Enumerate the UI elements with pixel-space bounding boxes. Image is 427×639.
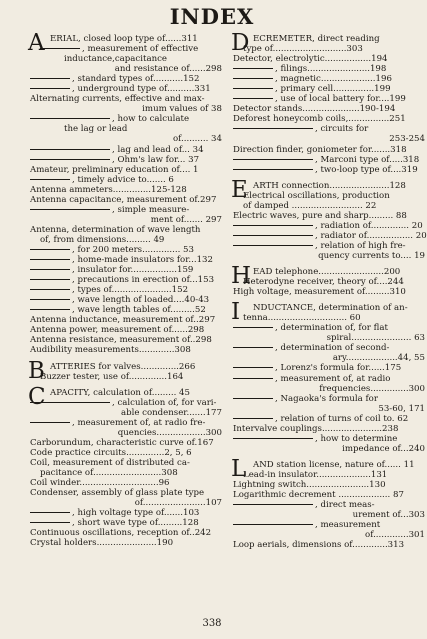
index-entry — [30, 225, 222, 235]
ditto-dash — [233, 398, 273, 399]
index-entry — [233, 134, 425, 144]
ditto-dash — [30, 88, 70, 89]
index-entry — [233, 530, 425, 540]
entry-text: , underground type of..........331 — [72, 84, 211, 95]
entry-text: , types of......................152 — [72, 285, 189, 296]
entry-text: ATTERIES for valves..............266 — [50, 361, 196, 372]
entry-text: ERIAL, closed loop type of......311 — [50, 34, 198, 44]
ditto-dash — [30, 249, 70, 250]
index-entry — [30, 538, 222, 548]
entry-text: Antenna, determination of wave length — [30, 224, 201, 235]
entry-text: of damped .......................... 22 — [243, 200, 377, 211]
entry-text: , filings.......................198 — [275, 64, 387, 75]
page-number: 338 — [202, 618, 222, 629]
ditto-dash — [233, 245, 313, 246]
index-entry — [30, 155, 222, 165]
index-entry — [233, 287, 425, 297]
index-entry — [30, 345, 222, 355]
entry-text: Lightning switch.......................130 — [233, 479, 386, 490]
entry-text: , for 200 meters.............. 53 — [72, 244, 194, 255]
index-entry — [233, 124, 425, 134]
index-entry — [233, 64, 425, 74]
entry-text: Antenna resistance, measurement of..298 — [30, 335, 212, 346]
index-entry — [233, 54, 425, 64]
index-entry — [30, 458, 222, 468]
index-entry — [233, 343, 425, 353]
entry-text: , determination of second- — [275, 343, 390, 354]
entry-text: , use of local battery for....199 — [275, 94, 406, 105]
entry-text: Buzzer tester, use of..............164 — [40, 371, 184, 382]
index-entry — [30, 104, 222, 114]
entry-text: type of...........................303 — [243, 44, 363, 55]
ditto-dash — [30, 402, 110, 403]
index-entry — [30, 528, 222, 538]
index-entry — [233, 241, 425, 251]
ditto-dash — [233, 88, 273, 89]
ditto-dash — [233, 98, 273, 99]
entry-text: , short wave type of.........128 — [72, 518, 199, 529]
entry-text: , measurement of, at radio fre- — [72, 417, 206, 428]
index-entry — [30, 295, 222, 305]
right-column — [231, 30, 427, 551]
index-entry — [30, 205, 222, 215]
entry-text: Intervalve couplings......................238 — [233, 423, 399, 434]
drop-cap: H — [231, 263, 252, 290]
entry-text: able condenser.......177 — [120, 407, 222, 418]
entry-text: , Ohm's law for... 37 — [112, 154, 200, 165]
entry-text: 253-254 — [389, 134, 425, 145]
index-entry — [30, 215, 222, 225]
index-entry — [30, 478, 222, 488]
entry-text: tenna............................. 60 — [243, 313, 361, 324]
ditto-dash — [233, 128, 313, 129]
drop-cap: A — [28, 30, 45, 56]
index-entry — [30, 195, 222, 205]
entry-text: EAD telephone........................200 — [253, 267, 401, 278]
index-entry — [30, 185, 222, 195]
ditto-dash — [30, 512, 70, 513]
entry-text: of.......... 34 — [172, 134, 222, 145]
ditto-dash — [233, 327, 273, 328]
entry-text: pacitance of.........................308 — [40, 467, 178, 478]
index-entry — [30, 408, 222, 418]
entry-text: , lag and lead of... 34 — [112, 144, 204, 155]
entry-text: ary...................44, 55 — [332, 353, 425, 364]
index-entry — [233, 444, 425, 454]
entry-text: frequencies..............300 — [319, 383, 425, 394]
index-entry — [30, 335, 222, 345]
index-entry — [233, 44, 425, 54]
entry-text: Condenser, assembly of glass plate type — [30, 488, 205, 499]
entry-text: Antenna power, measurement of......298 — [30, 325, 205, 336]
entry-text: , simple measure- — [112, 204, 190, 215]
left-column — [28, 30, 222, 549]
ditto-dash — [30, 309, 70, 310]
entry-text: , home-made insulators for...132 — [72, 255, 213, 266]
drop-cap: E — [231, 176, 248, 203]
entry-text: Heterodyne receiver, theory of....244 — [243, 277, 404, 288]
drop-cap: B — [28, 357, 45, 384]
index-entry — [30, 114, 222, 124]
entry-text: High voltage, measurement of.........310 — [233, 287, 406, 298]
entry-text: Amateur, preliminary education of.... 1 — [30, 164, 199, 175]
ditto-dash — [30, 149, 110, 150]
index-entry — [30, 468, 222, 478]
entry-text: , direct meas- — [315, 500, 375, 511]
index-entry — [233, 211, 425, 221]
index-entry — [30, 124, 222, 134]
entry-text: quencies..................300 — [117, 427, 222, 438]
entry-text: Antenna capacitance, measurement of.297 — [30, 194, 217, 205]
index-entry — [233, 374, 425, 384]
entry-text: , relation of high fre- — [315, 240, 406, 251]
entry-text: 53-60, 171 — [378, 403, 425, 414]
index-entry — [30, 54, 222, 64]
entry-text: ARTH connection......................128 — [253, 180, 406, 191]
entry-text: Lead-in insulator....................131 — [243, 469, 388, 480]
index-entry — [30, 74, 222, 84]
entry-text: , how to calculate — [112, 114, 190, 125]
ditto-dash — [233, 78, 273, 79]
entry-text: , circuits for — [315, 124, 369, 135]
entry-text: Electric waves, pure and sharp......... 88 — [233, 210, 407, 221]
index-entry — [233, 500, 425, 510]
index-entry — [30, 94, 222, 104]
entry-text: quency currents to.... 19 — [318, 250, 425, 261]
entry-text: Continuous oscillations, reception of..242 — [30, 528, 212, 539]
ditto-dash — [30, 299, 70, 300]
entry-text: of, from dimensions......... 49 — [40, 234, 165, 245]
index-entry — [233, 510, 425, 520]
entry-text: Carborundum, characteristic curve of.167 — [30, 437, 214, 448]
entry-text: Direction finder, goniometer for.......318 — [233, 144, 407, 155]
index-entry — [30, 64, 222, 74]
ditto-dash — [30, 209, 110, 210]
index-entry — [30, 508, 222, 518]
index-entry — [233, 333, 425, 343]
index-entry — [233, 74, 425, 84]
drop-cap: C — [28, 383, 46, 410]
entry-text: , radiator of................. 20 — [315, 230, 427, 241]
index-entry — [30, 488, 222, 498]
entry-text: Audibility measurements.............308 — [30, 345, 191, 356]
index-entry — [233, 323, 425, 333]
index-entry — [30, 498, 222, 508]
index-entry — [233, 201, 425, 211]
ditto-dash — [233, 225, 313, 226]
index-entry — [30, 518, 222, 528]
entry-text: AND station license, nature of...... 11 — [253, 459, 415, 470]
entry-text: Deforest honeycomb coils,...............251 — [233, 114, 406, 125]
ditto-dash — [30, 179, 70, 180]
ditto-dash — [233, 438, 313, 439]
ditto-dash — [30, 159, 110, 160]
entry-text: , how to determine — [315, 433, 398, 444]
index-entry — [30, 418, 222, 428]
entry-text: imum values of 38 — [142, 104, 222, 115]
entry-text: APACITY, calculation of......... 45 — [50, 387, 190, 398]
ditto-dash — [30, 259, 70, 260]
entry-text: Detector stands.....................190-194 — [233, 104, 396, 115]
entry-text: Antenna ammeters..............125-128 — [30, 184, 187, 195]
index-entry — [30, 84, 222, 94]
ditto-dash — [233, 159, 313, 160]
ditto-dash — [30, 78, 70, 79]
index-entry — [30, 44, 222, 54]
index-entry — [233, 191, 425, 201]
index-entry — [30, 265, 222, 275]
index-entry — [30, 235, 222, 245]
index-entry — [30, 255, 222, 265]
index-entry — [30, 275, 222, 285]
ditto-dash — [40, 48, 80, 49]
entry-text: , Lorenz's formula for......175 — [275, 363, 402, 374]
entry-text: spiral...................... 63 — [326, 333, 425, 344]
entry-text: and resistance of......298 — [114, 64, 222, 75]
entry-text: Electrical oscillations, production — [243, 190, 390, 201]
index-entry — [30, 448, 222, 458]
index-entry — [233, 114, 425, 124]
entry-text: of.......................107 — [134, 498, 222, 509]
entry-text: NDUCTANCE, determination of an- — [253, 303, 408, 314]
index-entry — [233, 394, 425, 404]
entry-text: Detector, electrolytic.................194 — [233, 54, 388, 65]
ditto-dash — [233, 68, 273, 69]
entry-text: Logarithmic decrement ................... 87 — [233, 490, 404, 501]
index-entry — [233, 470, 425, 480]
ditto-dash — [30, 289, 70, 290]
drop-cap: D — [231, 30, 250, 56]
index-entry — [233, 277, 425, 287]
entry-text: , calculation of, for vari- — [112, 397, 217, 408]
index-entry — [30, 315, 222, 325]
entry-text: , determination of, for flat — [275, 323, 388, 334]
entry-text: Crystal holders......................190 — [30, 538, 174, 549]
entry-text: , magnetic....................196 — [275, 74, 392, 85]
drop-cap: L — [231, 455, 247, 482]
index-entry — [233, 104, 425, 114]
entry-text: ment of....... 297 — [150, 214, 222, 225]
entry-text: impedance of...240 — [342, 443, 425, 454]
index-entry — [30, 145, 222, 155]
index-entry — [233, 94, 425, 104]
entry-text: , measurement of, at radio — [275, 373, 391, 384]
entry-text: , high voltage type of.......103 — [72, 508, 200, 519]
entry-text: inductance,capacitance — [64, 54, 168, 65]
entry-text: , measurement of effective — [82, 44, 199, 55]
ditto-dash — [233, 418, 273, 419]
entry-text: Alternating currents, effective and max- — [30, 94, 205, 105]
entry-text: of.............301 — [365, 530, 425, 541]
ditto-dash — [233, 169, 313, 170]
entry-text: Antenna inductance, measurement of..297 — [30, 315, 216, 326]
ditto-dash — [233, 378, 273, 379]
entry-text: , measurement — [315, 520, 381, 531]
entry-text: , insulator for.................159 — [72, 265, 194, 276]
index-entry — [30, 372, 222, 382]
page-title: INDEX — [169, 4, 255, 29]
entry-text: , wave length of loaded....40-43 — [72, 295, 210, 306]
ditto-dash — [30, 269, 70, 270]
ditto-dash — [233, 524, 313, 525]
ditto-dash — [30, 422, 70, 423]
index-entry — [30, 134, 222, 144]
entry-text: , Nagaoka's formula for — [275, 393, 378, 404]
index-entry — [233, 384, 425, 394]
index-entry — [233, 480, 425, 490]
index-entry — [233, 404, 425, 414]
entry-text: , primary cell...............199 — [275, 84, 391, 95]
drop-cap: I — [231, 299, 241, 326]
ditto-dash — [30, 279, 70, 280]
entry-text: Loop aerials, dimensions of.............313 — [233, 540, 405, 551]
index-entry — [30, 398, 222, 408]
entry-text: , Marconi type of.....318 — [315, 154, 420, 165]
index-entry — [233, 414, 425, 424]
entry-text: Code practice circuits..............2, 5, 6 — [30, 447, 192, 458]
index-entry — [30, 285, 222, 295]
entry-text: , wave length tables of.........52 — [72, 305, 206, 316]
entry-text: ECREMETER, direct reading — [253, 34, 380, 44]
index-entry — [233, 231, 425, 241]
index-entry — [233, 313, 425, 323]
ditto-dash — [233, 367, 273, 368]
index-entry — [30, 175, 222, 185]
index-entry — [233, 84, 425, 94]
index-entry — [233, 520, 425, 530]
index-entry — [233, 424, 425, 434]
index-entry — [233, 251, 425, 261]
index-entry — [233, 353, 425, 363]
index-entry — [233, 221, 425, 231]
entry-text: , two-loop type of....319 — [315, 164, 418, 175]
entry-text: , precautions in erection of...153 — [72, 275, 215, 286]
index-entry — [30, 165, 222, 175]
entry-text: , radiation of.............. 20 — [315, 220, 423, 231]
ditto-dash — [233, 347, 273, 348]
ditto-dash — [30, 118, 110, 119]
entry-text: urement of...303 — [352, 510, 425, 521]
index-entry — [233, 540, 425, 550]
index-entry — [233, 165, 425, 175]
index-entry — [233, 363, 425, 373]
ditto-dash — [233, 504, 313, 505]
entry-text: Coil, measurement of distributed ca- — [30, 457, 190, 468]
index-entry — [233, 145, 425, 155]
entry-text: the lag or lead — [64, 124, 128, 135]
entry-text: , timely advice to....... 6 — [72, 174, 174, 185]
ditto-dash — [30, 522, 70, 523]
entry-text: , relation of turns of coil to. 62 — [275, 413, 409, 424]
index-entry — [233, 490, 425, 500]
index-entry — [233, 434, 425, 444]
index-entry — [30, 245, 222, 255]
index-entry — [30, 438, 222, 448]
entry-text: Coil winder.............................96 — [30, 478, 170, 489]
index-entry — [30, 325, 222, 335]
index-entry — [30, 428, 222, 438]
index-entry — [30, 305, 222, 315]
entry-text: , standard types of...........152 — [72, 74, 200, 85]
index-entry — [233, 155, 425, 165]
ditto-dash — [233, 235, 313, 236]
